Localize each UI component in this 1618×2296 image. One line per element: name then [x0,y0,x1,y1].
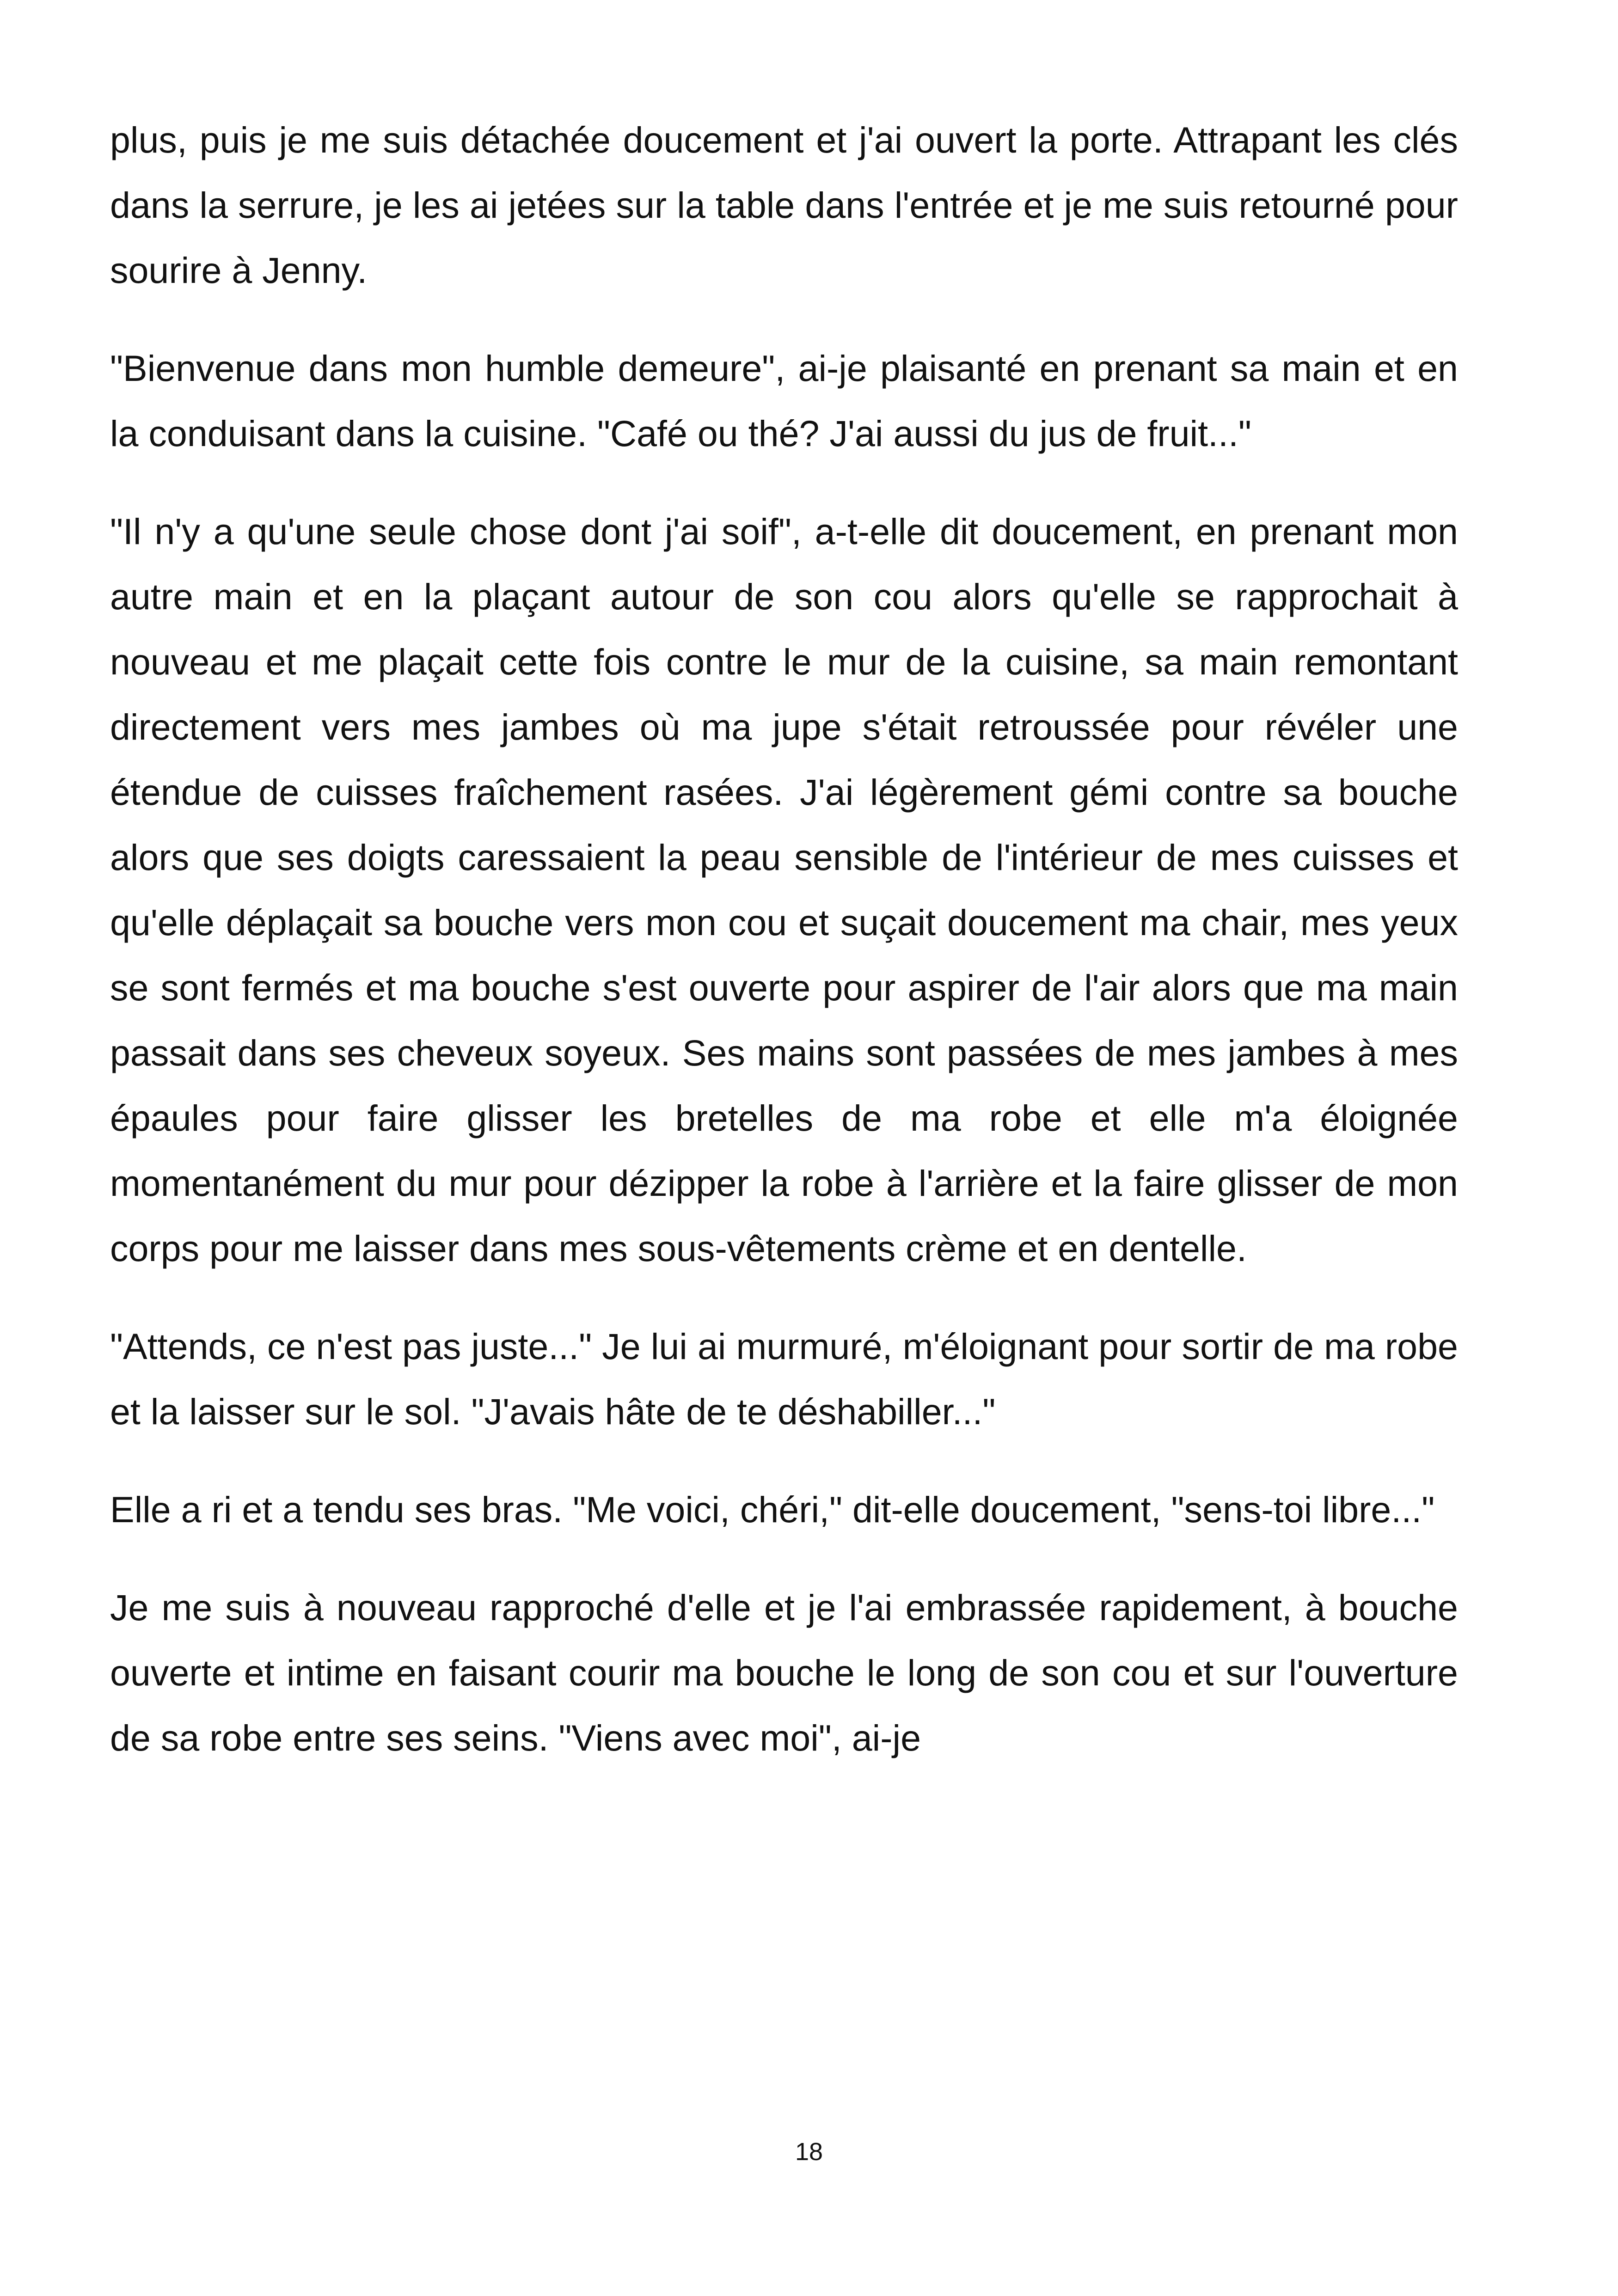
page-number: 18 [795,2138,823,2166]
paragraph-1: plus, puis je me suis détachée doucement et j'ai ouvert la porte. Attrapant les clés dans la serrure, je les ai jetées sur la table dans l'entrée et je me suis retourné pour sourire à Jenny. [110,119,1458,291]
paragraph-6: Je me suis à nouveau rapproché d'elle et je l'ai embrassée rapidement, à bouche ouverte et intime en faisant courir ma bouche le long de son cou et sur l'ouverture de sa robe entre ses seins. "Viens avec moi", ai-je [110,1587,1458,1758]
paragraph-3: "Il n'y a qu'une seule chose dont j'ai soif", a-t-elle dit doucement, en prenant mon autre main et en la plaçant autour de son cou alors qu'elle se rapprochait à nouveau et me plaçait cette fois contre le mur de la cuisine, sa main remontant directement vers mes jambes où ma jupe s'était retroussée pour révéler une étendue de cuisses fraîchement rasées. J'ai légèrement gémi contre sa bouche alors que ses doigts caressaient la peau sensible de l'intérieur de mes cuisses et qu'elle déplaçait sa bouche vers mon cou et suçait doucement ma chair, mes yeux se sont fermés et ma bouche s'est ouverte pour aspirer de l'air alors que ma main passait dans ses cheveux soyeux. Ses mains sont passées de mes jambes à mes épaules pour faire glisser les bretelles de ma robe et elle m'a éloignée momentanément du mur pour dézipper la robe à l'arrière et la faire glisser de mon corps pour me laisser dans mes sous-vêtements crème et en dentelle. [110,511,1458,1269]
paragraph-5: Elle a ri et a tendu ses bras. "Me voici, chéri," dit-elle doucement, "sens-toi libre..." [110,1489,1435,1530]
paragraph-2: "Bienvenue dans mon humble demeure", ai-je plaisanté en prenant sa main et en la conduisant dans la cuisine. "Café ou thé? J'ai aussi du jus de fruit..." [110,348,1458,454]
body-text [110,107,1458,1770]
paragraph-4: "Attends, ce n'est pas juste..." Je lui ai murmuré, m'éloignant pour sortir de ma robe et la laisser sur le sol. "J'avais hâte de te déshabiller..." [110,1326,1458,1432]
